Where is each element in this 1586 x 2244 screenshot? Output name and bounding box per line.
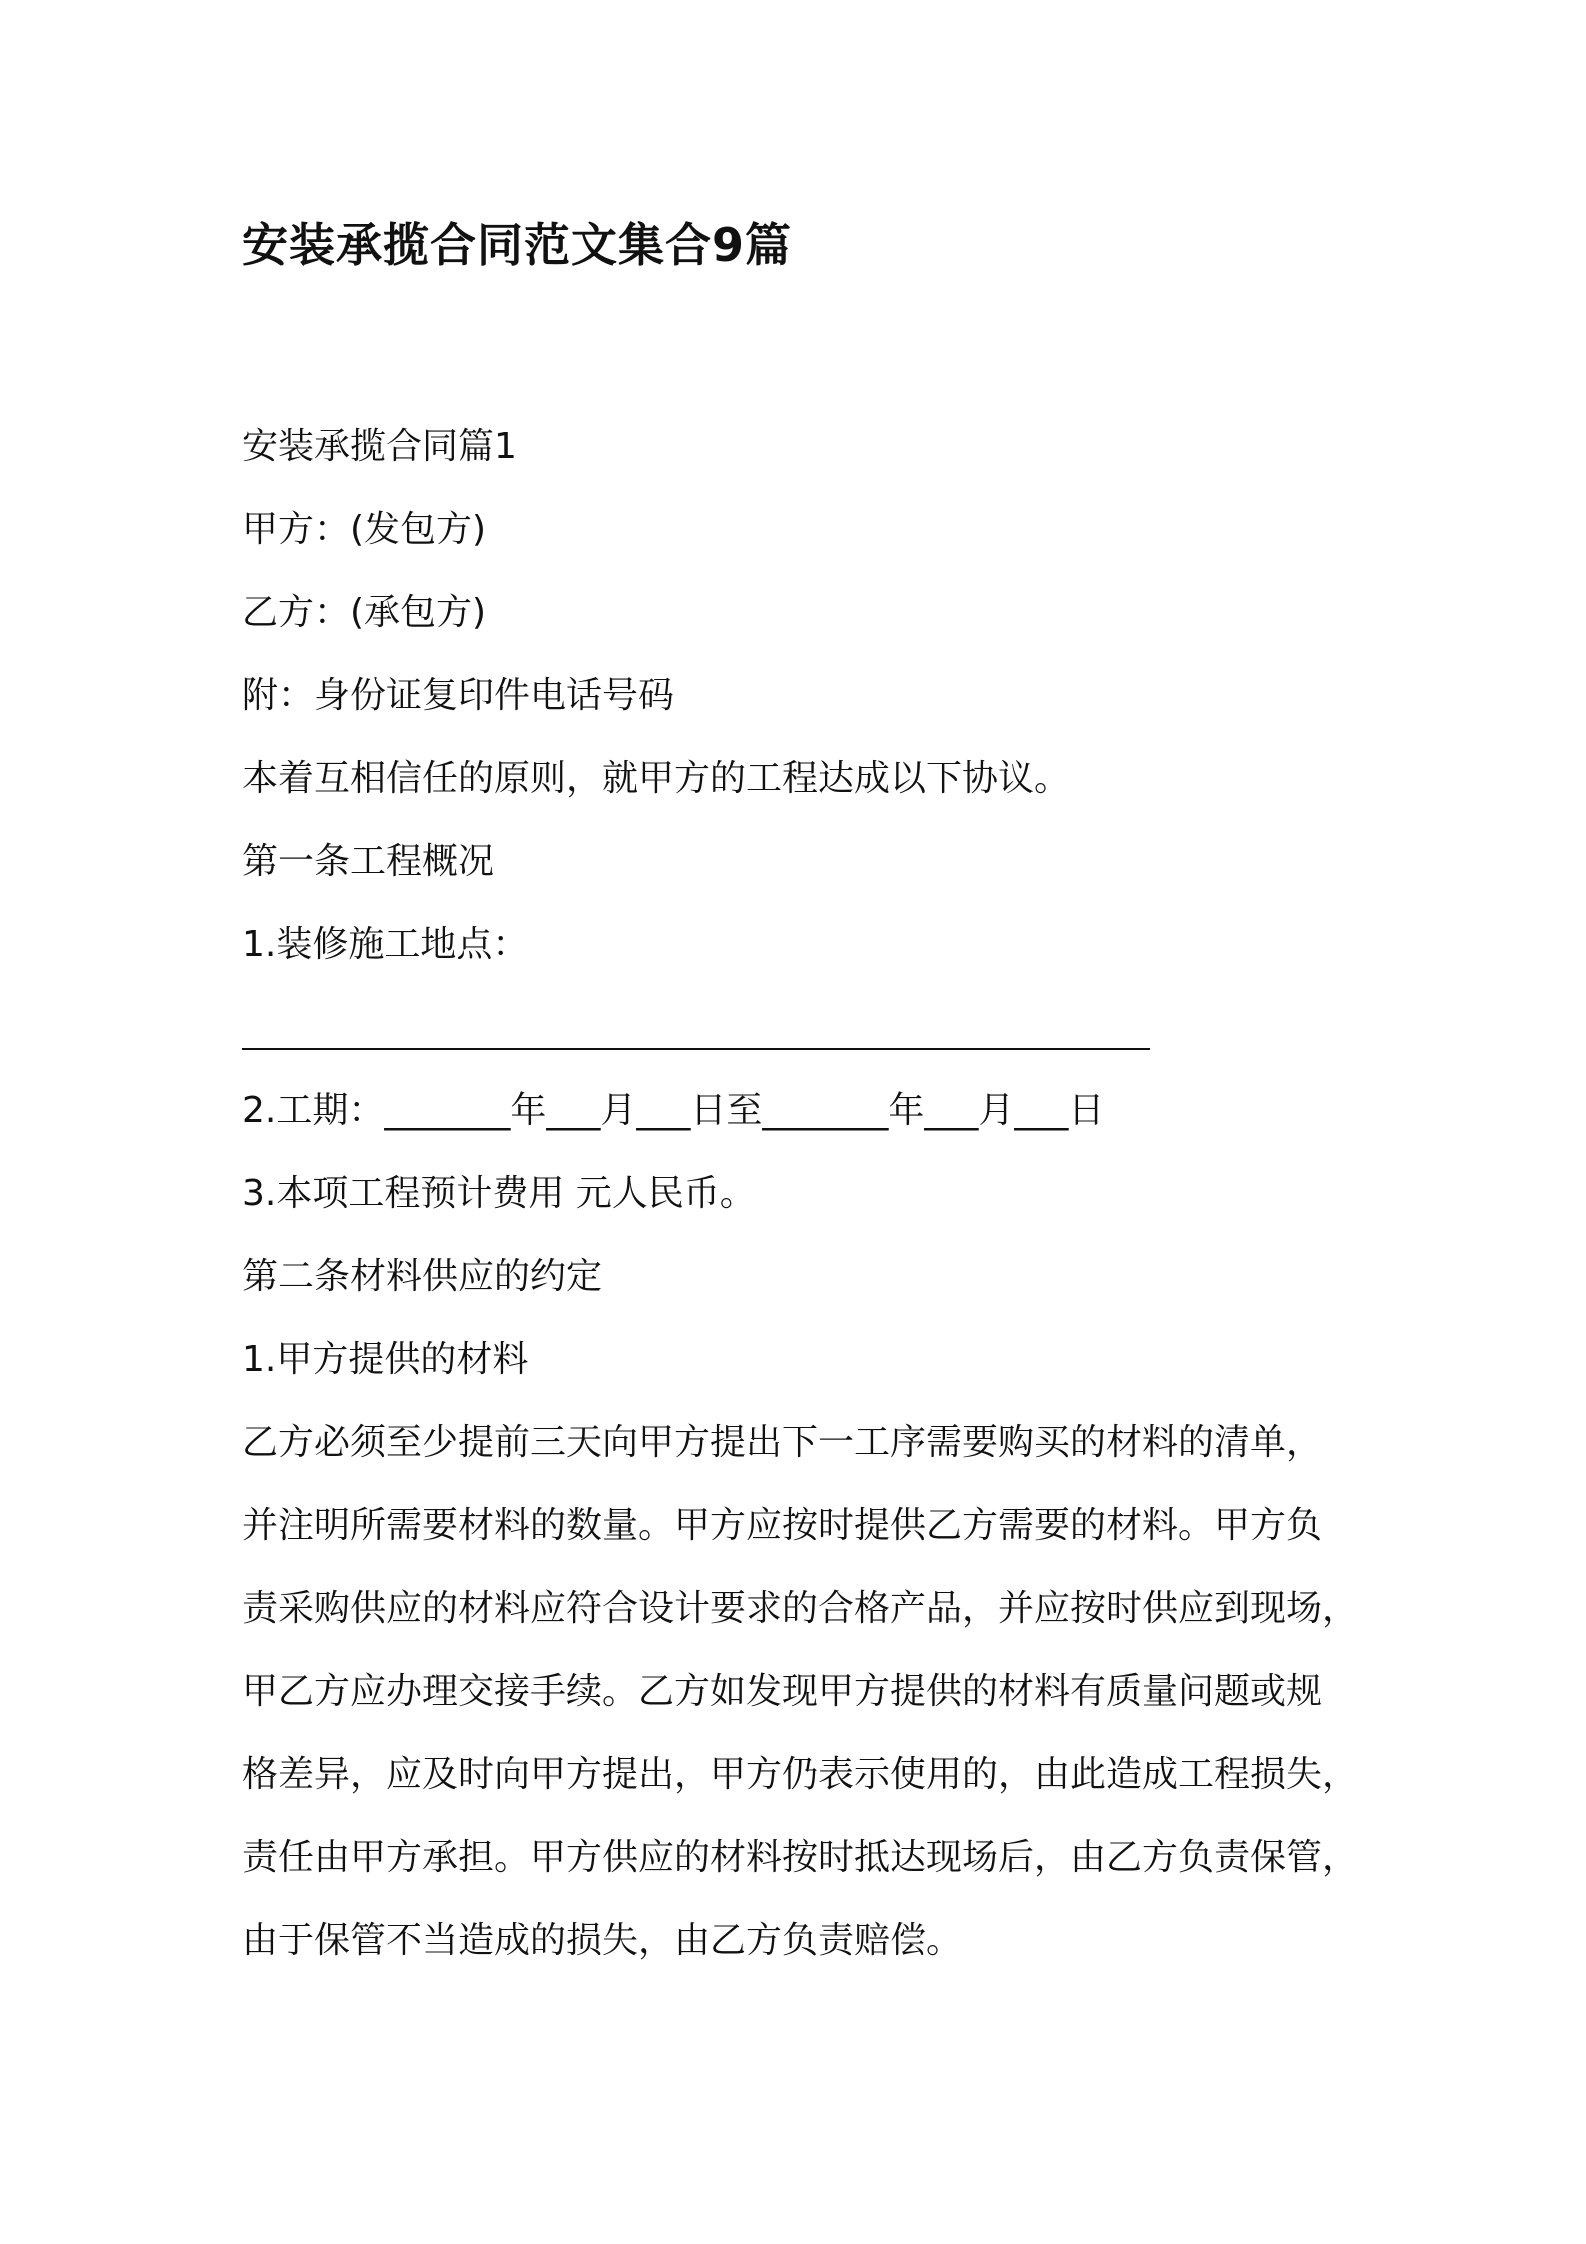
paragraph-line: 并注明所需要材料的数量。甲方应按时提供乙方需要的材料。甲方负: [242, 1505, 1323, 1546]
estimated-cost-line: 3.本项工程预计费用 元人民币。: [242, 1173, 756, 1214]
materials-subheading: 1.甲方提供的材料: [242, 1339, 529, 1380]
underline-rule: [242, 1048, 1150, 1050]
agreement-intro: 本着互相信任的原则，就甲方的工程达成以下协议。: [242, 758, 1071, 799]
document-body: [242, 405, 1372, 1982]
section-heading: 安装承揽合同篇1: [242, 426, 517, 467]
paragraph-line: 格差异，应及时向甲方提出，甲方仍表示使用的，由此造成工程损失，: [242, 1754, 1359, 1795]
article-1-heading: 第一条工程概况: [242, 841, 495, 882]
party-a-line: 甲方：(发包方): [242, 509, 487, 550]
document-title: 安装承揽合同范文集合9篇: [242, 218, 793, 272]
paragraph-line: 责采购供应的材料应符合设计要求的合格产品，并应按时供应到现场，: [242, 1588, 1359, 1629]
duration-line: 2.工期：_______年___月___日至_______年___月___日: [242, 1090, 1105, 1131]
paragraph-line: 乙方必须至少提前三天向甲方提出下一工序需要购买的材料的清单，: [242, 1422, 1323, 1463]
attachment-line: 附：身份证复印件电话号码: [242, 675, 675, 716]
paragraph-line: 甲乙方应办理交接手续。乙方如发现甲方提供的材料有质量问题或规: [242, 1671, 1323, 1712]
site-location-line: 1.装修施工地点：: [242, 924, 529, 965]
party-b-line: 乙方：(承包方): [242, 592, 487, 633]
paragraph-line: 责任由甲方承担。甲方供应的材料按时抵达现场后，由乙方负责保管，: [242, 1837, 1359, 1878]
paragraph-line: 由于保管不当造成的损失，由乙方负责赔偿。: [242, 1920, 963, 1961]
blank-fill-line: [242, 986, 1372, 1069]
article-2-heading: 第二条材料供应的约定: [242, 1256, 603, 1297]
